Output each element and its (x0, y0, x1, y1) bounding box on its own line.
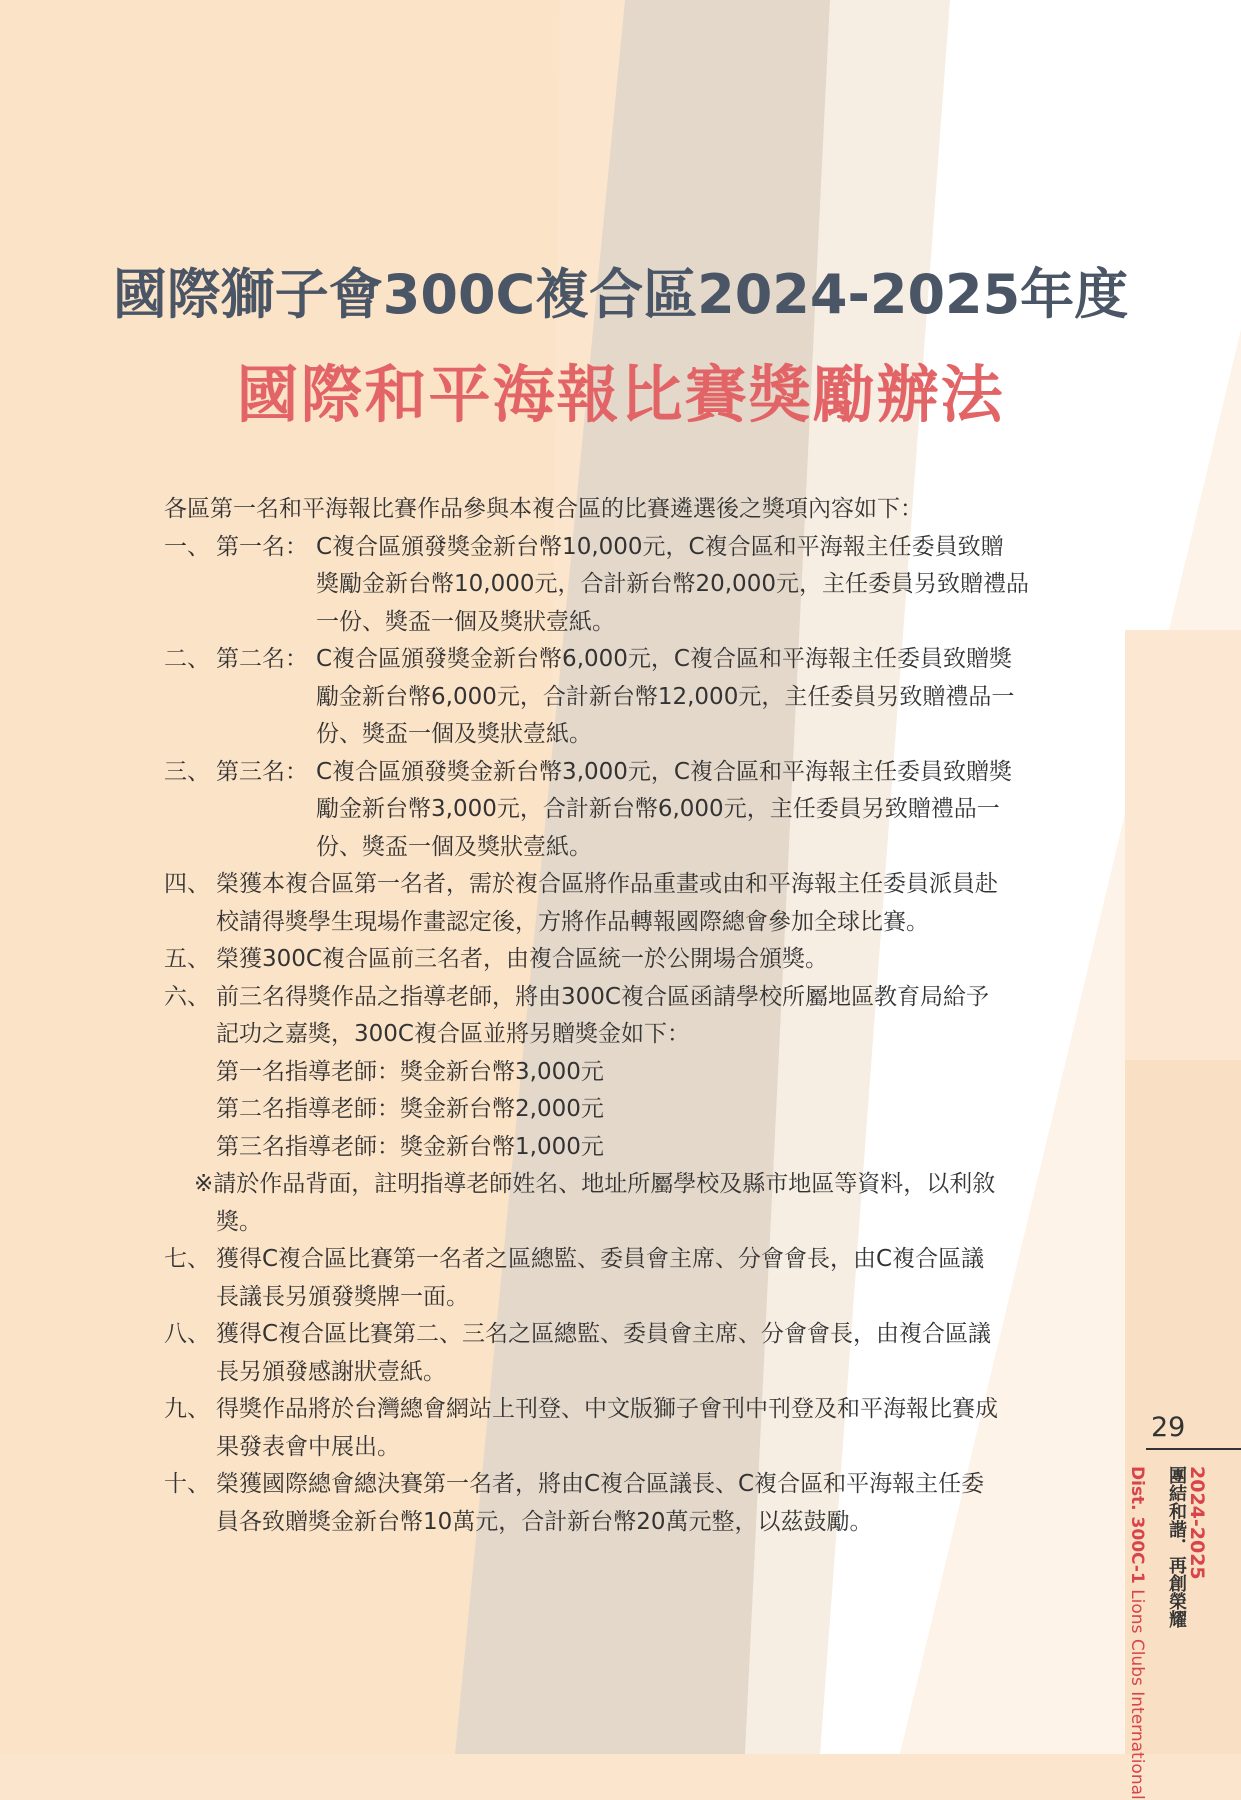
page-number: 29 (1151, 1412, 1186, 1443)
item-text: 榮獲300C複合區前三名者，由複合區統一於公開場合頒獎。 (216, 946, 828, 972)
teacher-award-third: 第三名指導老師：獎金新台幣1,000元 (216, 1133, 604, 1160)
page-number-rule (1146, 1448, 1241, 1450)
rule-item-four (164, 866, 1084, 904)
item-text: C複合區頒發獎金新台幣6,000元，C複合區和平海報主任委員致贈獎 (316, 646, 1012, 672)
item-text: 獎勵金新台幣10,000元，合計新台幣20,000元，主任委員另致贈禮品 (316, 571, 1029, 597)
item-label: 第三名： (216, 758, 308, 785)
item-text: 長另頒發感謝狀壹紙。 (216, 1358, 446, 1385)
item-text: 前三名得獎作品之指導老師，將由300C複合區函請學校所屬地區教育局給予 (216, 983, 989, 1010)
rules-body (164, 491, 1084, 1541)
item-text: 果發表會中展出。 (216, 1433, 400, 1460)
item-number: 十、 (164, 1471, 210, 1497)
item-text: 份、獎盃一個及獎狀壹紙。 (316, 721, 592, 747)
page-title-line2: 國際和平海報比賽獎勵辦法 (236, 358, 1005, 431)
item-label: 第二名： (216, 646, 308, 672)
item-number: 一、 (164, 533, 210, 560)
item-number: 六、 (164, 983, 210, 1010)
item-text: C複合區頒發獎金新台幣3,000元，C複合區和平海報主任委員致贈獎 (316, 758, 1012, 785)
item-number: 七、 (164, 1246, 210, 1272)
item-number: 四、 (164, 871, 210, 897)
item-text: C複合區頒發獎金新台幣10,000元，C複合區和平海報主任委員致贈 (316, 533, 1004, 560)
item-text: 長議長另頒發獎牌一面。 (216, 1283, 469, 1310)
item-text: 勵金新台幣3,000元，合計新台幣6,000元，主任委員另致贈禮品一 (316, 796, 1000, 822)
item-text: 記功之嘉獎，300C複合區並將另贈獎金如下： (216, 1021, 690, 1047)
page-title-line1: 國際獅子會300C複合區2024-2025年度 (112, 263, 1129, 326)
district-code: Dist. 300C-1 (1127, 1466, 1147, 1584)
item-text: 榮獲本複合區第一名者，需於複合區將作品重畫或由和平海報主任委員派員赴 (216, 871, 998, 897)
rule-item-first (164, 529, 1084, 567)
rule-item-nine (164, 1391, 1084, 1429)
item-text: 校請得獎學生現場作畫認定後，方將作品轉報國際總會參加全球比賽。 (216, 908, 929, 935)
intro-text: 各區第一名和平海報比賽作品參與本複合區的比賽遴選後之獎項內容如下： (164, 496, 923, 522)
item-number: 二、 (164, 646, 210, 672)
item-number: 九、 (164, 1396, 210, 1422)
item-text: 一份、獎盃一個及獎狀壹紙。 (316, 608, 615, 635)
rule-item-second (164, 641, 1084, 679)
footer-motto: 團結和諧．再創榮耀 (1166, 1466, 1187, 1628)
teacher-award-second: 第二名指導老師：獎金新台幣2,000元 (216, 1096, 604, 1122)
note-text: ※請於作品背面，註明指導老師姓名、地址所屬學校及縣市地區等資料，以利敘 (194, 1171, 996, 1197)
rule-item-ten (164, 1466, 1084, 1504)
organization-name: Lions Clubs International (1127, 1583, 1147, 1800)
rule-item-seven (164, 1241, 1084, 1279)
teacher-award-first: 第一名指導老師：獎金新台幣3,000元 (216, 1058, 604, 1085)
item-number: 三、 (164, 758, 210, 785)
item-text: 榮獲國際總會總決賽第一名者，將由C複合區議長、C複合區和平海報主任委 (216, 1471, 985, 1497)
item-text: 份、獎盃一個及獎狀壹紙。 (316, 833, 592, 860)
item-text: 勵金新台幣6,000元，合計新台幣12,000元，主任委員另致贈禮品一 (316, 683, 1015, 710)
item-text: 得獎作品將於台灣總會網站上刊登、中文版獅子會刊中刊登及和平海報比賽成 (216, 1396, 998, 1422)
footer-year: 2024-2025 (1186, 1466, 1208, 1580)
footer-district (1127, 1466, 1147, 1800)
rule-item-six (164, 979, 1084, 1017)
item-number: 八、 (164, 1321, 210, 1347)
item-number: 五、 (164, 946, 210, 972)
item-label: 第一名： (216, 533, 308, 560)
rule-item-five (164, 941, 1084, 979)
rule-item-eight (164, 1316, 1084, 1354)
item-text: 員各致贈獎金新台幣10萬元，合計新台幣20萬元整，以茲鼓勵。 (216, 1508, 873, 1535)
item-text: 獲得C複合區比賽第二、三名之區總監、委員會主席、分會會長，由複合區議 (216, 1321, 992, 1347)
item-text: 獲得C複合區比賽第一名者之區總監、委員會主席、分會會長，由C複合區議 (216, 1246, 985, 1272)
rule-item-third (164, 754, 1084, 792)
note-text: 獎。 (216, 1208, 262, 1235)
